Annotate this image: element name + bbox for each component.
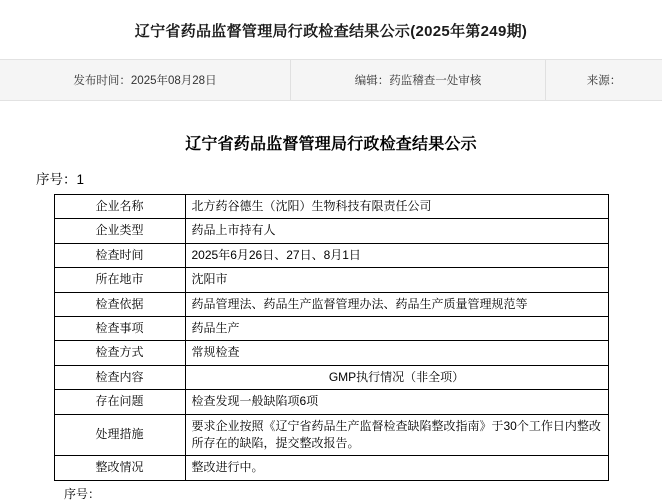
row-key: 整改情况: [54, 456, 185, 480]
source-label: 来源：: [586, 75, 622, 87]
row-value: GMP执行情况（非全项）: [185, 365, 608, 389]
row-key: 存在问题: [54, 390, 185, 414]
meta-bar: [0, 59, 662, 101]
row-key: 所在地市: [54, 268, 185, 292]
table-row: [54, 219, 608, 243]
table-row: [54, 365, 608, 389]
row-value: 整改进行中。: [185, 456, 608, 480]
row-key: 检查依据: [54, 292, 185, 316]
table-row: [54, 316, 608, 340]
editor-label: 编辑：: [354, 75, 390, 87]
table-row: [54, 390, 608, 414]
editor-cell: [290, 60, 546, 100]
row-value: 北方药谷德生（沈阳）生物科技有限责任公司: [185, 195, 608, 219]
table-row: [54, 195, 608, 219]
publish-time-cell: [0, 60, 290, 100]
table-row: [54, 456, 608, 480]
row-key: 检查内容: [54, 365, 185, 389]
next-serial-line: 序号：: [64, 486, 101, 501]
serial-value: 1: [76, 172, 85, 187]
inspection-table: [54, 194, 609, 481]
row-value: 药品上市持有人: [185, 219, 608, 243]
row-value: 沈阳市: [185, 268, 608, 292]
row-key: 检查事项: [54, 316, 185, 340]
row-key: 企业类型: [54, 219, 185, 243]
table-row: [54, 292, 608, 316]
serial-line: [36, 168, 644, 188]
page-title: 辽宁省药品监督管理局行政检查结果公示(2025年第249期): [134, 23, 528, 40]
table-row: [54, 341, 608, 365]
document-title: 辽宁省药品监督管理局行政检查结果公示: [185, 136, 477, 153]
table-row: [54, 268, 608, 292]
serial-label: 序号：: [36, 172, 77, 187]
publish-time-label: 发布时间：: [73, 75, 131, 87]
source-cell: [546, 60, 662, 100]
row-value: 药品管理法、药品生产监督管理办法、药品生产质量管理规范等: [185, 292, 608, 316]
row-value: 药品生产: [185, 316, 608, 340]
row-value: 检查发现一般缺陷项6项: [185, 390, 608, 414]
document-body: [0, 101, 662, 502]
table-row: [54, 414, 608, 456]
row-key: 企业名称: [54, 195, 185, 219]
row-value: 常规检查: [185, 341, 608, 365]
row-value: 2025年6月26日、27日、8月1日: [185, 243, 608, 267]
row-key: 检查方式: [54, 341, 185, 365]
row-key: 处理措施: [54, 414, 185, 456]
row-key: 检查时间: [54, 243, 185, 267]
publish-time-value: 2025年08月28日: [130, 75, 217, 87]
table-row: [54, 243, 608, 267]
editor-value: 药监稽查一处审核: [389, 75, 482, 87]
row-value: 要求企业按照《辽宁省药品生产监督检查缺陷整改指南》于30个工作日内整改所存在的缺陷，提交整改报告。: [185, 414, 608, 456]
inspection-table-body: [54, 195, 608, 481]
